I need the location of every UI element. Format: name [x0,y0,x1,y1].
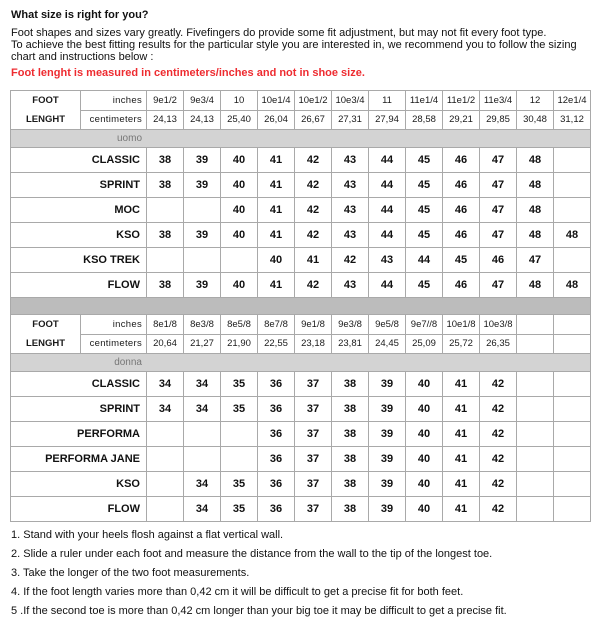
shoe-size-cell: 43 [332,273,369,298]
inches-value: 8e3/8 [184,315,221,335]
shoe-size-cell: 41 [295,248,332,273]
shoe-size-cell [184,447,221,472]
shoe-size-cell: 45 [443,248,480,273]
shoe-size-cell: 46 [480,248,517,273]
shoe-size-cell [147,198,184,223]
shoe-size-cell: 42 [295,198,332,223]
shoe-size-cell: 46 [443,198,480,223]
product-name: KSO [11,472,147,497]
product-name: KSO [11,223,147,248]
shoe-size-cell [517,447,554,472]
shoe-size-cell: 34 [184,497,221,522]
measurement-notice: Foot lenght is measured in centimeters/inches and not in shoe size. [11,67,365,79]
shoe-size-cell [184,248,221,273]
centimeters-row [11,110,591,130]
inches-value: 10e1/8 [443,315,480,335]
shoe-size-cell: 38 [147,273,184,298]
shoe-size-cell: 36 [258,472,295,497]
inches-value: 9e1/2 [147,91,184,111]
shoe-size-cell: 35 [221,472,258,497]
inches-value: 8e1/8 [147,315,184,335]
product-row [11,148,591,173]
centimeters-value: 25,72 [443,334,480,354]
foot-length-header [11,315,81,354]
shoe-size-cell: 39 [369,397,406,422]
shoe-size-cell: 43 [332,148,369,173]
shoe-size-cell: 40 [221,198,258,223]
shoe-size-cell [517,372,554,397]
centimeters-value: 27,94 [369,110,406,130]
shoe-size-cell: 37 [295,497,332,522]
shoe-size-cell: 36 [258,397,295,422]
shoe-size-cell: 41 [258,198,295,223]
shoe-size-cell: 37 [295,397,332,422]
inches-value [517,315,554,335]
inches-value: 11e1/2 [443,91,480,111]
shoe-size-cell: 44 [369,148,406,173]
centimeters-unit-label: centimeters [81,110,147,130]
inches-value: 11e1/4 [406,91,443,111]
shoe-size-cell: 39 [369,447,406,472]
shoe-size-cell [554,198,591,223]
product-name: PERFORMA [11,422,147,447]
shoe-size-cell: 41 [443,472,480,497]
inches-row [11,91,591,111]
shoe-size-cell: 43 [332,223,369,248]
shoe-size-cell [554,447,591,472]
shoe-size-cell [554,148,591,173]
shoe-size-cell: 48 [517,273,554,298]
shoe-size-cell: 34 [147,372,184,397]
shoe-size-cell [517,422,554,447]
centimeters-value: 21,27 [184,334,221,354]
foot-length-label: FOOT [32,95,59,106]
shoe-size-cell: 47 [480,198,517,223]
shoe-size-cell: 44 [406,248,443,273]
shoe-size-cell: 42 [480,397,517,422]
shoe-size-cell: 45 [406,148,443,173]
shoe-size-cell [147,497,184,522]
shoe-size-cell: 40 [406,497,443,522]
shoe-size-cell: 48 [554,273,591,298]
shoe-size-cell: 40 [406,372,443,397]
shoe-size-cell: 40 [221,148,258,173]
shoe-size-cell: 42 [480,472,517,497]
centimeters-value: 25,40 [221,110,258,130]
foot-length-header [11,91,81,130]
shoe-size-cell: 47 [517,248,554,273]
product-row [11,497,591,522]
shoe-size-cell [147,422,184,447]
shoe-size-cell: 47 [480,148,517,173]
centimeters-value: 31,12 [554,110,591,130]
centimeters-value: 25,09 [406,334,443,354]
product-name: CLASSIC [11,372,147,397]
shoe-size-cell: 45 [406,223,443,248]
shoe-size-cell: 36 [258,422,295,447]
product-row [11,273,591,298]
shoe-size-cell: 47 [480,273,517,298]
shoe-size-cell: 38 [332,422,369,447]
instruction-step: 3. Take the longer of the two foot measurements. [11,567,250,579]
intro-text-line: chart and instructions below : [11,51,154,63]
product-name: MOC [11,198,147,223]
shoe-size-cell: 39 [184,273,221,298]
shoe-size-cell: 36 [258,497,295,522]
section-label: donna [114,357,142,368]
shoe-size-cell: 38 [332,372,369,397]
centimeters-value [517,334,554,354]
product-row [11,447,591,472]
shoe-size-cell: 35 [221,397,258,422]
inches-value: 10 [221,91,258,111]
shoe-size-cell: 39 [184,223,221,248]
shoe-size-cell: 46 [443,148,480,173]
shoe-size-cell: 37 [295,422,332,447]
instruction-step: 5 .If the second toe is more than 0,42 cm longer than your big toe it may be difficult to get a precise fit. [11,605,507,617]
inches-value: 11 [369,91,406,111]
inches-value: 8e7/8 [258,315,295,335]
shoe-size-cell: 41 [443,422,480,447]
shoe-size-cell [147,248,184,273]
shoe-size-cell: 38 [332,472,369,497]
shoe-size-cell [554,422,591,447]
shoe-size-cell: 40 [406,422,443,447]
centimeters-value: 26,67 [295,110,332,130]
product-name: CLASSIC [11,148,147,173]
shoe-size-cell: 42 [295,148,332,173]
shoe-size-cell: 34 [184,472,221,497]
inches-value: 11e3/4 [480,91,517,111]
centimeters-value: 23,81 [332,334,369,354]
shoe-size-cell: 48 [517,148,554,173]
inches-value: 12 [517,91,554,111]
shoe-size-cell [147,472,184,497]
foot-length-label: FOOT [32,319,59,330]
shoe-size-cell: 40 [406,397,443,422]
section-label-row [11,354,591,372]
shoe-size-cell: 48 [517,223,554,248]
shoe-size-cell: 43 [369,248,406,273]
shoe-size-cell [554,248,591,273]
instruction-step: 4. If the foot length varies more than 0,42 cm it will be difficult to get a precise fit for both feet. [11,586,464,598]
shoe-size-cell: 38 [332,497,369,522]
separator-bar [11,298,591,315]
shoe-size-cell: 44 [369,223,406,248]
shoe-size-cell [221,248,258,273]
shoe-size-cell: 45 [406,273,443,298]
product-name: FLOW [11,497,147,522]
shoe-size-cell: 34 [184,397,221,422]
shoe-size-cell: 42 [480,447,517,472]
shoe-size-cell: 44 [369,273,406,298]
inches-value: 12e1/4 [554,91,591,111]
shoe-size-cell: 43 [332,173,369,198]
shoe-size-cell [221,447,258,472]
instruction-step: 1. Stand with your heels flosh against a flat vertical wall. [11,529,284,541]
inches-value: 8e5/8 [221,315,258,335]
shoe-size-cell [184,422,221,447]
centimeters-value: 29,21 [443,110,480,130]
shoe-size-cell: 47 [480,223,517,248]
shoe-size-cell [554,497,591,522]
product-name: KSO TREK [11,248,147,273]
shoe-size-cell: 47 [480,173,517,198]
inches-value: 9e3/4 [184,91,221,111]
centimeters-value: 28,58 [406,110,443,130]
shoe-size-cell: 48 [517,173,554,198]
shoe-size-cell: 40 [221,273,258,298]
shoe-size-cell: 39 [369,497,406,522]
shoe-size-cell: 48 [517,198,554,223]
centimeters-value: 26,04 [258,110,295,130]
product-row [11,397,591,422]
shoe-size-cell [554,372,591,397]
shoe-size-cell: 45 [406,198,443,223]
product-name: PERFORMA JANE [11,447,147,472]
shoe-size-cell: 41 [258,223,295,248]
shoe-size-cell: 40 [221,223,258,248]
shoe-size-cell: 37 [295,472,332,497]
product-row [11,173,591,198]
shoe-size-cell: 35 [221,372,258,397]
shoe-size-cell: 39 [369,472,406,497]
section-label-cell [11,354,591,372]
shoe-size-cell: 41 [443,372,480,397]
shoe-size-cell [221,422,258,447]
section-separator [11,298,591,315]
shoe-size-cell: 39 [369,372,406,397]
shoe-size-cell: 42 [332,248,369,273]
inches-value: 10e3/4 [332,91,369,111]
shoe-size-cell: 42 [295,173,332,198]
shoe-size-cell: 46 [443,223,480,248]
section-label-cell [11,130,591,148]
foot-length-label: LENGHT [25,114,66,125]
shoe-size-cell: 42 [295,223,332,248]
shoe-size-cell: 37 [295,447,332,472]
shoe-size-cell: 40 [258,248,295,273]
centimeters-value: 23,18 [295,334,332,354]
instruction-step: 2. Slide a ruler under each foot and measure the distance from the wall to the tip of the longest toe. [11,548,493,560]
shoe-size-cell [517,497,554,522]
shoe-size-cell: 39 [184,173,221,198]
section-label-row [11,130,591,148]
shoe-size-cell: 39 [369,422,406,447]
centimeters-value: 30,48 [517,110,554,130]
shoe-size-cell: 38 [332,447,369,472]
section-label: uomo [116,133,142,144]
centimeters-value: 21,90 [221,334,258,354]
shoe-size-cell: 38 [147,223,184,248]
shoe-size-cell: 40 [406,447,443,472]
shoe-size-cell: 44 [369,198,406,223]
shoe-size-cell: 46 [443,273,480,298]
inches-row [11,315,591,335]
shoe-size-cell: 35 [221,497,258,522]
shoe-size-cell: 48 [554,223,591,248]
centimeters-unit-label: centimeters [81,334,147,354]
shoe-size-cell: 41 [258,273,295,298]
shoe-size-cell: 34 [147,397,184,422]
shoe-size-cell: 43 [332,198,369,223]
shoe-size-cell [517,472,554,497]
product-row [11,223,591,248]
centimeters-value: 26,35 [480,334,517,354]
product-row [11,372,591,397]
product-row [11,422,591,447]
shoe-size-cell: 42 [480,372,517,397]
shoe-size-cell: 44 [369,173,406,198]
centimeters-value: 29,85 [480,110,517,130]
shoe-size-cell: 40 [221,173,258,198]
centimeters-value: 24,13 [147,110,184,130]
inches-value [554,315,591,335]
foot-length-label: LENGHT [25,338,66,349]
inches-value: 10e1/4 [258,91,295,111]
shoe-size-cell: 41 [258,148,295,173]
shoe-size-cell: 41 [443,397,480,422]
product-row [11,248,591,273]
inches-value: 10e1/2 [295,91,332,111]
centimeters-value: 22,55 [258,334,295,354]
inches-unit-label: inches [81,315,147,335]
shoe-size-cell: 42 [480,497,517,522]
inches-value: 9e1/8 [295,315,332,335]
shoe-size-cell: 38 [147,173,184,198]
inches-value: 9e7//8 [406,315,443,335]
centimeters-value: 24,45 [369,334,406,354]
shoe-size-cell [554,397,591,422]
shoe-size-cell: 41 [258,173,295,198]
shoe-size-cell [184,198,221,223]
centimeters-value: 27,31 [332,110,369,130]
product-row [11,472,591,497]
shoe-size-cell: 39 [184,148,221,173]
shoe-size-cell: 41 [443,497,480,522]
shoe-size-cell: 41 [443,447,480,472]
page-title: What size is right for you? [11,9,149,21]
centimeters-value: 20,64 [147,334,184,354]
shoe-size-cell: 42 [295,273,332,298]
size-chart-table [10,90,591,522]
shoe-size-cell: 38 [332,397,369,422]
centimeters-value [554,334,591,354]
product-row [11,198,591,223]
shoe-size-cell: 36 [258,447,295,472]
product-name: SPRINT [11,397,147,422]
inches-unit-label: inches [81,91,147,111]
product-name: SPRINT [11,173,147,198]
shoe-size-cell: 36 [258,372,295,397]
shoe-size-cell [554,472,591,497]
centimeters-row [11,334,591,354]
shoe-size-cell: 37 [295,372,332,397]
inches-value: 9e5/8 [369,315,406,335]
inches-value: 9e3/8 [332,315,369,335]
shoe-size-cell [147,447,184,472]
shoe-size-cell: 38 [147,148,184,173]
shoe-size-cell: 34 [184,372,221,397]
inches-value: 10e3/8 [480,315,517,335]
shoe-size-cell: 42 [480,422,517,447]
shoe-size-cell [554,173,591,198]
shoe-size-cell: 40 [406,472,443,497]
intro-text-line: Foot shapes and sizes vary greatly. Fivefingers do provide some fit adjustment, but may not fit every foot type. [11,27,547,39]
shoe-size-cell [517,397,554,422]
intro-text-line: To achieve the best fitting results for the particular style you are interested in, we recommend you to follow the sizing [11,39,577,51]
shoe-size-cell: 46 [443,173,480,198]
shoe-size-cell: 45 [406,173,443,198]
product-name: FLOW [11,273,147,298]
centimeters-value: 24,13 [184,110,221,130]
